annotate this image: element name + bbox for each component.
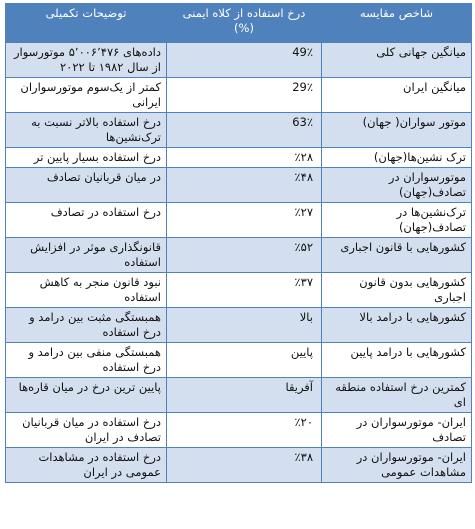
- indicator-cell: کشورهایی با درامد پایین: [322, 343, 472, 378]
- table-row: [6, 448, 472, 483]
- description-cell: همبستگی مثبت بین درامد و درخ استفاده: [6, 308, 167, 343]
- description-cell: نبود قانون منجر به کاهش استفاده: [6, 273, 167, 308]
- description-cell: در میان قربانیان تصادف: [6, 168, 167, 203]
- table-row: [6, 78, 472, 113]
- description-cell: درخ استفاده در مشاهدات عمومی در ایران: [6, 448, 167, 483]
- helmet-usage-table: [5, 3, 472, 483]
- usage-rate-cell: آفریقا: [167, 378, 322, 413]
- usage-rate-cell: 49٪: [167, 43, 322, 78]
- table-row: [6, 308, 472, 343]
- description-cell: درخ استفاده در تصادف: [6, 203, 167, 238]
- usage-rate-cell: 29٪: [167, 78, 322, 113]
- usage-rate-cell: ٪۳۷: [167, 273, 322, 308]
- description-cell: همبستگی منفی بین درامد و درخ استفاده: [6, 343, 167, 378]
- description-cell: درخ استفاده در میان قربانیان تصادف در ایران: [6, 413, 167, 448]
- indicator-cell: ترک‌نشین‌ها در تصادف(جهان): [322, 203, 472, 238]
- indicator-cell: میانگین ایران: [322, 78, 472, 113]
- indicator-cell: کشورهایی با قانون اجباری: [322, 238, 472, 273]
- header-description: توضیحات تکمیلی: [6, 4, 167, 43]
- usage-rate-cell: ٪۲۰: [167, 413, 322, 448]
- indicator-cell: کشورهایی بدون قانون اجباری: [322, 273, 472, 308]
- description-cell: داده‌های ۵٬۰۰۶٬۴۷۶ موتورسوار از سال ۱۹۸۲ تا ۲۰۲۲: [6, 43, 167, 78]
- table-row: [6, 168, 472, 203]
- usage-rate-cell: ٪۳۸: [167, 448, 322, 483]
- table-row: [6, 113, 472, 148]
- indicator-cell: موتور سواران( جهان): [322, 113, 472, 148]
- description-cell: درخ استفاده بالاتر نسبت به ترک‌نشین‌ها: [6, 113, 167, 148]
- table-row: [6, 203, 472, 238]
- usage-rate-cell: ٪۵۲: [167, 238, 322, 273]
- description-cell: درخ استفاده بسیار پایین تر: [6, 148, 167, 168]
- table-row: [6, 413, 472, 448]
- header-usage-rate: درخ استفاده از کلاه ایمنی (%): [167, 4, 322, 43]
- description-cell: قانونگذاری موثر در افزایش استفاده: [6, 238, 167, 273]
- description-cell: کمتر از یک‌سوم موتورسواران ایرانی: [6, 78, 167, 113]
- table-row: [6, 238, 472, 273]
- usage-rate-cell: ٪۲۷: [167, 203, 322, 238]
- indicator-cell: کمترین درخ استفاده منطقه ای: [322, 378, 472, 413]
- indicator-cell: موتورسواران در تصادف(جهان): [322, 168, 472, 203]
- table-row: [6, 378, 472, 413]
- usage-rate-cell: 63٪: [167, 113, 322, 148]
- indicator-cell: میانگین جهانی کلی: [322, 43, 472, 78]
- table-row: [6, 273, 472, 308]
- indicator-cell: ایران- موتورسواران در تصادف: [322, 413, 472, 448]
- indicator-cell: کشورهایی با درامد بالا: [322, 308, 472, 343]
- table-row: [6, 148, 472, 168]
- indicator-cell: ایران- موتورسواران در مشاهدات عمومی: [322, 448, 472, 483]
- usage-rate-cell: بالا: [167, 308, 322, 343]
- header-indicator: شاخص مقایسه: [322, 4, 472, 43]
- usage-rate-cell: پایین: [167, 343, 322, 378]
- description-cell: پایین ترین درخ در میان قاره‌ها: [6, 378, 167, 413]
- indicator-cell: ترک نشین‌ها(جهان): [322, 148, 472, 168]
- usage-rate-cell: ٪۲۸: [167, 148, 322, 168]
- table-row: [6, 343, 472, 378]
- usage-rate-cell: ٪۴۸: [167, 168, 322, 203]
- table-row: [6, 43, 472, 78]
- table-header-row: [6, 4, 472, 43]
